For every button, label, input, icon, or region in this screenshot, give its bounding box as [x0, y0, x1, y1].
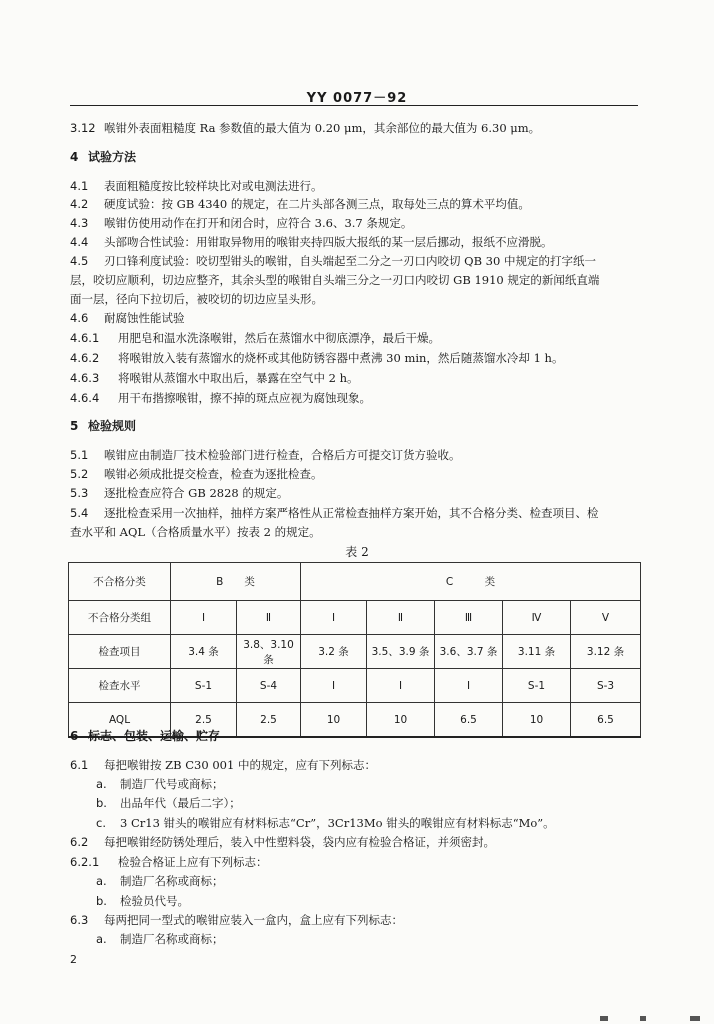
- table-row: [69, 563, 641, 601]
- clause-text: 逐批检查采用一次抽样，抽样方案严格性从正常检查抽样方案开始，其不合格分类、检查项目、检: [104, 506, 599, 520]
- section-title: 检验规则: [88, 419, 137, 433]
- clause-number: 5.3: [70, 486, 89, 500]
- page-number: 2: [70, 953, 77, 966]
- table-cell: Ⅰ: [301, 601, 367, 635]
- clause-5-2: [70, 466, 640, 482]
- clause-text: 逐批检查应符合 GB 2828 的规定。: [104, 486, 289, 500]
- clause-number: 5.4: [70, 506, 89, 520]
- clause-text: 头部吻合性试验：用钳取异物用的喉钳夹持四版大报纸的某一层后挪动，报纸不应滑脱。: [104, 235, 553, 249]
- clause-3-12: [70, 120, 640, 136]
- clause-6-2-1: [70, 854, 640, 870]
- section-title: 试验方法: [88, 150, 137, 164]
- table-cell: 6.5: [571, 703, 641, 738]
- table-cell: 10: [503, 703, 571, 738]
- clause-number: 5.2: [70, 467, 89, 481]
- table-cell: 3.6、3.7 条: [435, 635, 503, 669]
- table-cell: 10: [301, 703, 367, 738]
- table-cell: S-4: [237, 669, 301, 703]
- table-cell: S-1: [503, 669, 571, 703]
- clause-number: 5.1: [70, 448, 89, 462]
- clause-number: 4.5: [70, 254, 89, 268]
- table-cell: 3.4 条: [171, 635, 237, 669]
- list-text: 制造厂代号或商标；: [120, 777, 224, 791]
- table-cell: 2.5: [237, 703, 301, 738]
- clause-text: 查水平和 AQL（合格质量水平）按表 2 的规定。: [70, 525, 321, 539]
- clause-number: 6.2.1: [70, 855, 100, 869]
- table-cell: Ⅳ: [503, 601, 571, 635]
- table-cell: Ⅱ: [367, 601, 435, 635]
- clause-text: 硬度试验：按 GB 4340 的规定，在二片头部各测三点，取每处三点的算术平均值。: [104, 197, 530, 211]
- clause-4-6-1: [70, 330, 640, 346]
- section-title: 标志、包装、运输、贮存: [88, 729, 221, 743]
- clause-number: 6.3: [70, 913, 89, 927]
- section-number: 5: [70, 419, 79, 433]
- clause-text: 检验合格证上应有下列标志：: [118, 855, 268, 869]
- list-text: 检验员代号。: [120, 894, 189, 908]
- clause-4-6: [70, 310, 640, 326]
- table-cell: Ⅰ: [435, 669, 503, 703]
- list-text: 制造厂名称或商标；: [120, 932, 224, 946]
- table-cell: Ⅰ: [171, 601, 237, 635]
- list-text: 出品年代（最后二字）；: [120, 796, 241, 810]
- clause-number: 6.2: [70, 835, 89, 849]
- table-row: [69, 601, 641, 635]
- clause-6-3: [70, 912, 640, 928]
- standard-header: YY 0077－92: [306, 91, 408, 106]
- clause-4-4: [70, 234, 640, 250]
- table-cell: 3.11 条: [503, 635, 571, 669]
- clause-number: 4.6: [70, 311, 89, 325]
- list-item: [96, 776, 666, 792]
- list-marker: c.: [96, 816, 106, 830]
- clause-text: 面一层，径向下拉切后，被咬切的切边应呈头形。: [70, 292, 323, 306]
- clause-4-3: [70, 215, 640, 231]
- table-cell: 3.2 条: [301, 635, 367, 669]
- list-marker: a.: [96, 874, 107, 888]
- table-cell: 3.12 条: [571, 635, 641, 669]
- clause-number: 4.6.4: [70, 391, 100, 405]
- clause-number: 4.6.1: [70, 331, 100, 345]
- clause-text: 每把喉钳经防锈处理后，装入中性塑料袋，袋内应有检验合格证，并须密封。: [104, 835, 495, 849]
- clause-text: 喉钳必须成批提交检查，检查为逐批检查。: [104, 467, 323, 481]
- scan-edge-mark: [690, 1016, 700, 1021]
- table-cell: 6.5: [435, 703, 503, 738]
- clause-4-5-cont-1: [70, 272, 640, 288]
- clause-text: 刃口锋利度试验：咬切型钳头的喉钳，自头端起至二分之一刃口内咬切 QB 30 中规定的打字纸一: [104, 254, 596, 268]
- clause-text: 将喉钳从蒸馏水中取出后，暴露在空气中 2 h。: [118, 371, 359, 385]
- row-label: 不合格分类组: [69, 601, 171, 635]
- clause-5-1: [70, 447, 640, 463]
- scan-edge-mark: [600, 1016, 608, 1021]
- clause-text: 喉钳外表面粗糙度 Ra 参数值的最大值为 0.20 μm，其余部位的最大值为 6.30 μm。: [104, 121, 541, 135]
- table-cell: Ⅰ: [301, 669, 367, 703]
- list-marker: b.: [96, 894, 107, 908]
- clause-6-2: [70, 834, 640, 850]
- clause-number: 3.12: [70, 121, 96, 135]
- table-cell: Ⅴ: [571, 601, 641, 635]
- clause-text: 将喉钳放入装有蒸馏水的烧杯或其他防锈容器中煮沸 30 min，然后随蒸馏水冷却 1 h。: [118, 351, 564, 365]
- clause-number: 6.1: [70, 758, 89, 772]
- list-item: [96, 873, 666, 889]
- c-class-header: C 类: [301, 563, 641, 601]
- table-row: [69, 635, 641, 669]
- clause-text: 耐腐蚀性能试验: [104, 311, 185, 325]
- section-number: 4: [70, 150, 79, 164]
- clause-4-5: [70, 253, 640, 269]
- table-cell: Ⅰ: [367, 669, 435, 703]
- list-marker: b.: [96, 796, 107, 810]
- table-cell: S-1: [171, 669, 237, 703]
- clause-6-1: [70, 757, 640, 773]
- clause-4-5-cont-2: [70, 291, 640, 307]
- clause-text: 用干布揩擦喉钳，擦不掉的斑点应视为腐蚀现象。: [118, 391, 371, 405]
- table-cell: Ⅱ: [237, 601, 301, 635]
- clause-number: 4.6.2: [70, 351, 100, 365]
- clause-4-2: [70, 196, 640, 212]
- section-heading-4: [70, 149, 640, 165]
- list-item: [96, 815, 666, 831]
- list-text: 3 Cr13 钳头的喉钳应有材料标志“Cr”，3Cr13Mo 钳头的喉钳应有材料标志“Mo”。: [120, 816, 555, 830]
- row-label: 检查水平: [69, 669, 171, 703]
- clause-4-1: [70, 178, 640, 194]
- clause-4-6-3: [70, 370, 640, 386]
- clause-number: 4.1: [70, 179, 89, 193]
- clause-5-4: [70, 505, 640, 521]
- clause-5-4-cont: [70, 524, 640, 540]
- list-item: [96, 795, 666, 811]
- list-text: 制造厂名称或商标；: [120, 874, 224, 888]
- row-label: 检查项目: [69, 635, 171, 669]
- row-label: AQL: [69, 703, 171, 738]
- table-cell: 10: [367, 703, 435, 738]
- clause-4-6-2: [70, 350, 640, 366]
- clause-text: 喉钳仿使用动作在打开和闭合时，应符合 3.6、3.7 条规定。: [104, 216, 413, 230]
- clause-text: 每两把同一型式的喉钳应装入一盒内，盒上应有下列标志：: [104, 913, 403, 927]
- clause-text: 表面粗糙度按比较样块比对或电测法进行。: [104, 179, 323, 193]
- clause-text: 用肥皂和温水洗涤喉钳，然后在蒸馏水中彻底漂净，最后干燥。: [118, 331, 440, 345]
- table-caption: 表 2: [345, 545, 369, 559]
- list-marker: a.: [96, 777, 107, 791]
- clause-number: 4.4: [70, 235, 89, 249]
- list-marker: a.: [96, 932, 107, 946]
- clause-text: 每把喉钳按 ZB C30 001 中的规定，应有下列标志：: [104, 758, 376, 772]
- row-label: 不合格分类: [69, 563, 171, 601]
- inspection-table: [68, 562, 641, 738]
- table-row: [69, 669, 641, 703]
- clause-text: 喉钳应由制造厂技术检验部门进行检查，合格后方可提交订货方验收。: [104, 448, 461, 462]
- b-class-header: B 类: [171, 563, 301, 601]
- clause-number: 4.6.3: [70, 371, 100, 385]
- table-cell: 3.5、3.9 条: [367, 635, 435, 669]
- clause-4-6-4: [70, 390, 640, 406]
- header-rule: [70, 105, 638, 106]
- list-item: [96, 893, 666, 909]
- clause-5-3: [70, 485, 640, 501]
- table-cell: 3.8、3.10 条: [237, 635, 301, 669]
- scan-edge-mark: [640, 1016, 646, 1021]
- section-heading-6: [70, 728, 640, 744]
- clause-number: 4.3: [70, 216, 89, 230]
- table-cell: S-3: [571, 669, 641, 703]
- clause-text: 层，咬切应顺利，切边应整齐，其余头型的喉钳自头端三分之一刃口内咬切 GB 1910 规定的新闻纸直端: [70, 273, 600, 287]
- section-number: 6: [70, 729, 79, 743]
- section-heading-5: [70, 418, 640, 434]
- clause-number: 4.2: [70, 197, 89, 211]
- table-cell: Ⅲ: [435, 601, 503, 635]
- list-item: [96, 931, 666, 947]
- table-cell: 2.5: [171, 703, 237, 738]
